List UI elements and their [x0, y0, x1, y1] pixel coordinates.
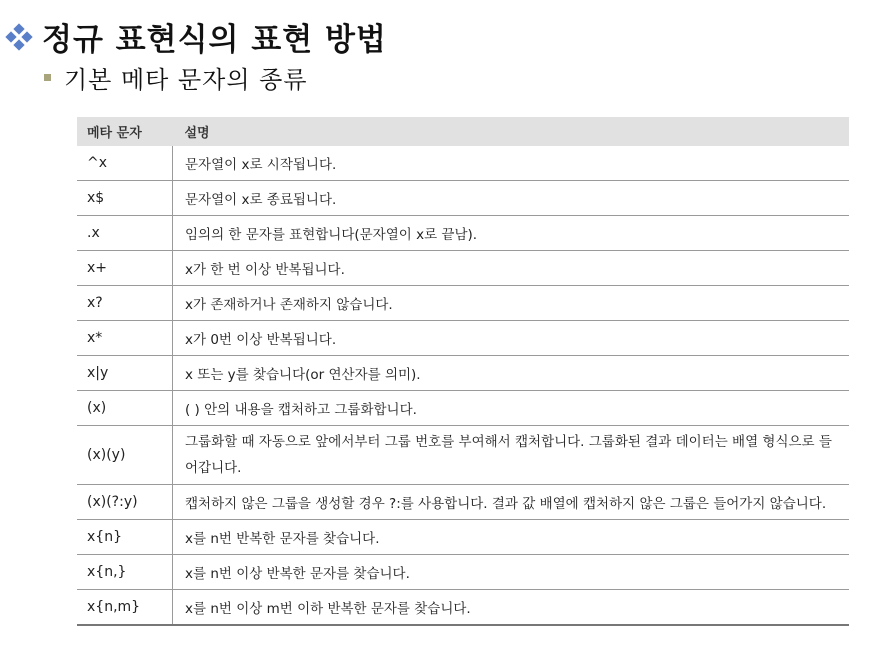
meta-character-table — [77, 117, 849, 626]
description-cell: 캡처하지 않은 그룹을 생성할 경우 ?:를 사용합니다. 결과 값 배열에 캡처하지 않은 그룹은 들어가지 않습니다. — [173, 485, 850, 520]
page-title: 정규 표현식의 표현 방법 — [42, 22, 387, 58]
meta-cell: (x) — [77, 391, 173, 426]
subtitle-row — [44, 60, 308, 95]
table-row — [77, 485, 849, 520]
table-row — [77, 146, 849, 181]
table-row — [77, 286, 849, 321]
meta-cell: (x)(y) — [77, 426, 173, 485]
description-cell: x를 n번 이상 반복한 문자를 찾습니다. — [173, 555, 850, 590]
description-cell: x가 한 번 이상 반복됩니다. — [173, 251, 850, 286]
header-description: 설명 — [173, 117, 850, 146]
table-row — [77, 321, 849, 356]
table-row — [77, 251, 849, 286]
meta-cell: x{n,} — [77, 555, 173, 590]
meta-cell: x{n,m} — [77, 590, 173, 626]
meta-cell: .x — [77, 216, 173, 251]
meta-cell: x* — [77, 321, 173, 356]
description-cell: 문자열이 x로 종료됩니다. — [173, 181, 850, 216]
description-cell: 임의의 한 문자를 표현합니다(문자열이 x로 끝남). — [173, 216, 850, 251]
description-cell: 문자열이 x로 시작됩니다. — [173, 146, 850, 181]
description-cell: x가 0번 이상 반복됩니다. — [173, 321, 850, 356]
meta-cell: x+ — [77, 251, 173, 286]
table-row — [77, 216, 849, 251]
header-meta-character: 메타 문자 — [77, 117, 173, 146]
description-cell: ( ) 안의 내용을 캡처하고 그룹화합니다. — [173, 391, 850, 426]
meta-cell: (x)(?:y) — [77, 485, 173, 520]
table-row — [77, 426, 849, 485]
meta-cell: ^x — [77, 146, 173, 181]
meta-cell: x$ — [77, 181, 173, 216]
table-row — [77, 555, 849, 590]
table-row — [77, 356, 849, 391]
description-cell: 그룹화할 때 자동으로 앞에서부터 그룹 번호를 부여해서 캡처합니다. 그룹화된 결과 데이터는 배열 형식으로 들어갑니다. — [173, 426, 850, 485]
table-row — [77, 520, 849, 555]
square-bullet-icon — [44, 74, 51, 81]
description-cell: x를 n번 이상 m번 이하 반복한 문자를 찾습니다. — [173, 590, 850, 626]
description-cell: x를 n번 반복한 문자를 찾습니다. — [173, 520, 850, 555]
subtitle: 기본 메타 문자의 종류 — [64, 66, 308, 94]
table-row — [77, 391, 849, 426]
table-header-row — [77, 117, 849, 146]
meta-cell: x? — [77, 286, 173, 321]
diamond-cluster-icon — [6, 24, 32, 50]
table-row — [77, 590, 849, 626]
table-row — [77, 181, 849, 216]
description-cell: x 또는 y를 찾습니다(or 연산자를 의미). — [173, 356, 850, 391]
meta-cell: x|y — [77, 356, 173, 391]
description-cell: x가 존재하거나 존재하지 않습니다. — [173, 286, 850, 321]
meta-cell: x{n} — [77, 520, 173, 555]
title-row — [6, 14, 387, 59]
